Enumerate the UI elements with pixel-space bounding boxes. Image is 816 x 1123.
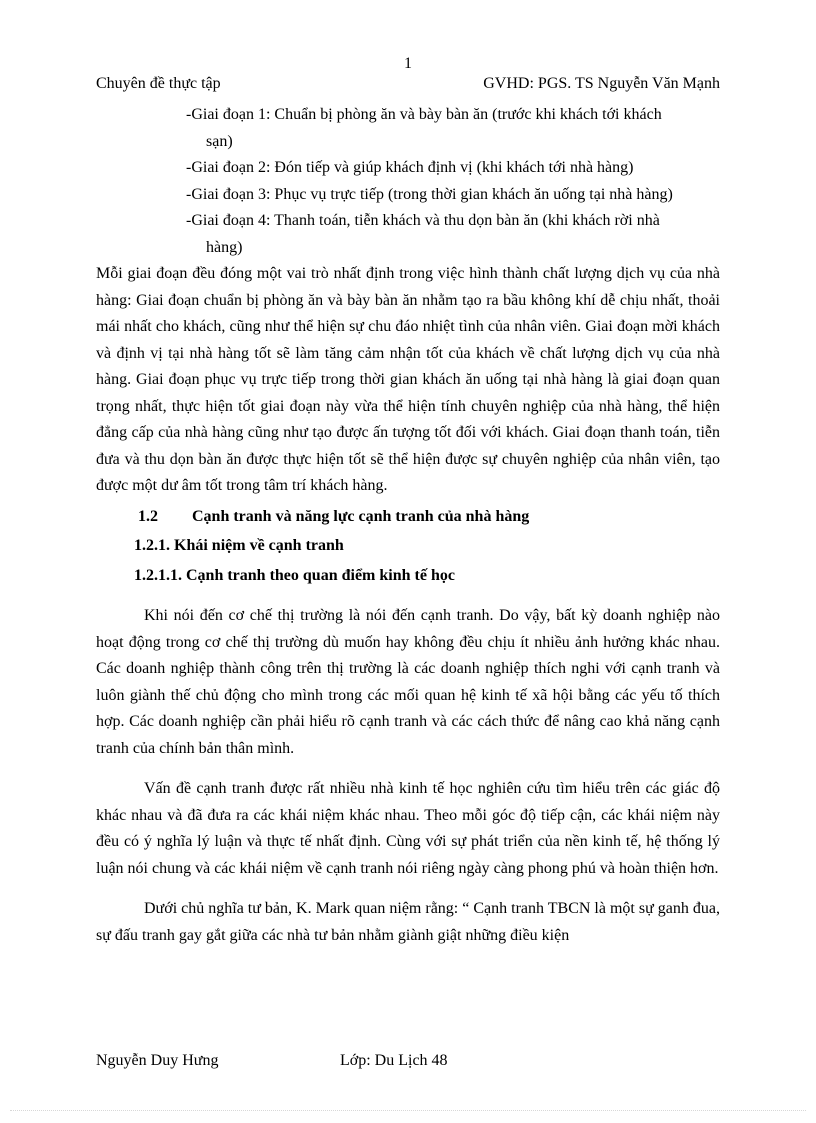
- page-bottom-divider: [10, 1110, 806, 1111]
- footer-class: Lớp: Du Lịch 48: [340, 1052, 448, 1069]
- stage-1-continuation: sạn): [206, 132, 233, 150]
- stage-3-text: -Giai đoạn 3: Phục vụ trực tiếp (trong thời gian khách ăn uống tại nhà hàng): [186, 185, 673, 203]
- stage-1-text: -Giai đoạn 1: Chuẩn bị phòng ăn và bày bàn ăn (trước khi khách tới khách: [186, 106, 662, 123]
- stage-4-continuation: hàng): [206, 238, 243, 256]
- heading-1-2-1-1: 1.2.1.1. Cạnh tranh theo quan điểm kinh tế học: [134, 566, 455, 584]
- heading-1-2-title: Cạnh tranh và năng lực cạnh tranh của nhà hàng: [192, 507, 530, 525]
- paragraph-1: Khi nói đến cơ chế thị trường là nói đến cạnh tranh. Do vậy, bất kỳ doanh nghiệp nào hoạt động trong cơ chế thị trường dù muốn hay không đều chịu ít nhiều ảnh hưởng khác nhau. Các doanh nghiệp thành công trên thị trường là các doanh nghiệp thích nghi với cạnh tranh và luôn giành thế chủ động cho mình trong các mối quan hệ kinh tế xã hội bằng các yếu tố thích hợp. Các doanh nghiệp cần phải hiểu rõ cạnh tranh và các cách thức để nâng cao khả năng cạnh tranh của chính bản thân mình.: [96, 607, 720, 757]
- footer-author: Nguyễn Duy Hưng: [96, 1052, 219, 1069]
- header-advisor: GVHD: PGS. TS Nguyễn Văn Mạnh: [483, 75, 720, 92]
- document-body: [96, 102, 720, 949]
- heading-1-2-number: 1.2: [138, 507, 158, 525]
- stage-4-text: -Giai đoạn 4: Thanh toán, tiễn khách và thu dọn bàn ăn (khi khách rời nhà: [186, 212, 660, 229]
- header-title: Chuyên đề thực tập: [96, 75, 221, 92]
- heading-1-2: [96, 504, 720, 531]
- list-item-stage-2: [186, 155, 720, 182]
- page-number: 1: [404, 55, 412, 72]
- list-item-stage-4: [186, 208, 720, 261]
- heading-1-2-1: 1.2.1. Khái niệm về cạnh tranh: [134, 537, 344, 554]
- stage-2-text: -Giai đoạn 2: Đón tiếp và giúp khách định vị (khi khách tới nhà hàng): [186, 159, 634, 176]
- paragraph-2: Vấn đề cạnh tranh được rất nhiều nhà kinh tế học nghiên cứu tìm hiểu trên các giác độ khác nhau và đã đưa ra các khái niệm khác nhau. Theo mỗi góc độ tiếp cận, các khái niệm này đều có ý nghĩa lý luận và thực tế nhất định. Cùng với sự phát triển của nền kinh tế, hệ thống lý luận nói chung và các khái niệm về cạnh tranh nói riêng ngày càng phong phú và hoàn thiện hơn.: [96, 780, 720, 877]
- paragraph-stages: Mỗi giai đoạn đều đóng một vai trò nhất định trong việc hình thành chất lượng dịch vụ của nhà hàng: Giai đoạn chuẩn bị phòng ăn và bày bàn ăn nhằm tạo ra bầu không khí dễ chịu nhất, thoải mái nhất cho khách, cũng như thể hiện sự chu đáo nhiệt tình của nhân viên. Giai đoạn mời khách và định vị tại nhà hàng tốt sẽ làm tăng cảm nhận tốt của khách về chất lượng dịch vụ của nhà hàng. Giai đoạn phục vụ trực tiếp trong thời gian khách ăn uống tại nhà hàng là giai đoạn quan trọng nhất, thực hiện tốt giai đoạn này vừa thể hiện tính chuyên nghiệp của nhà hàng, thể hiện đẳng cấp của nhà hàng cũng như tạo được ấn tượng tốt đối với khách. Giai đoạn thanh toán, tiễn đưa và thu dọn bàn ăn được thực hiện tốt sẽ thể hiện được sự chuyên nghiệp của nhân viên, tạo được một dư âm tốt trong tâm trí khách hàng.: [96, 265, 720, 494]
- paragraph-3: Dưới chủ nghĩa tư bản, K. Mark quan niệm rằng: “ Cạnh tranh TBCN là một sự ganh đua, sự đấu tranh gay gắt giữa các nhà tư bản nhằm giành giật những điều kiện: [96, 900, 720, 944]
- list-item-stage-1: [186, 102, 720, 155]
- list-item-stage-3: [186, 182, 720, 209]
